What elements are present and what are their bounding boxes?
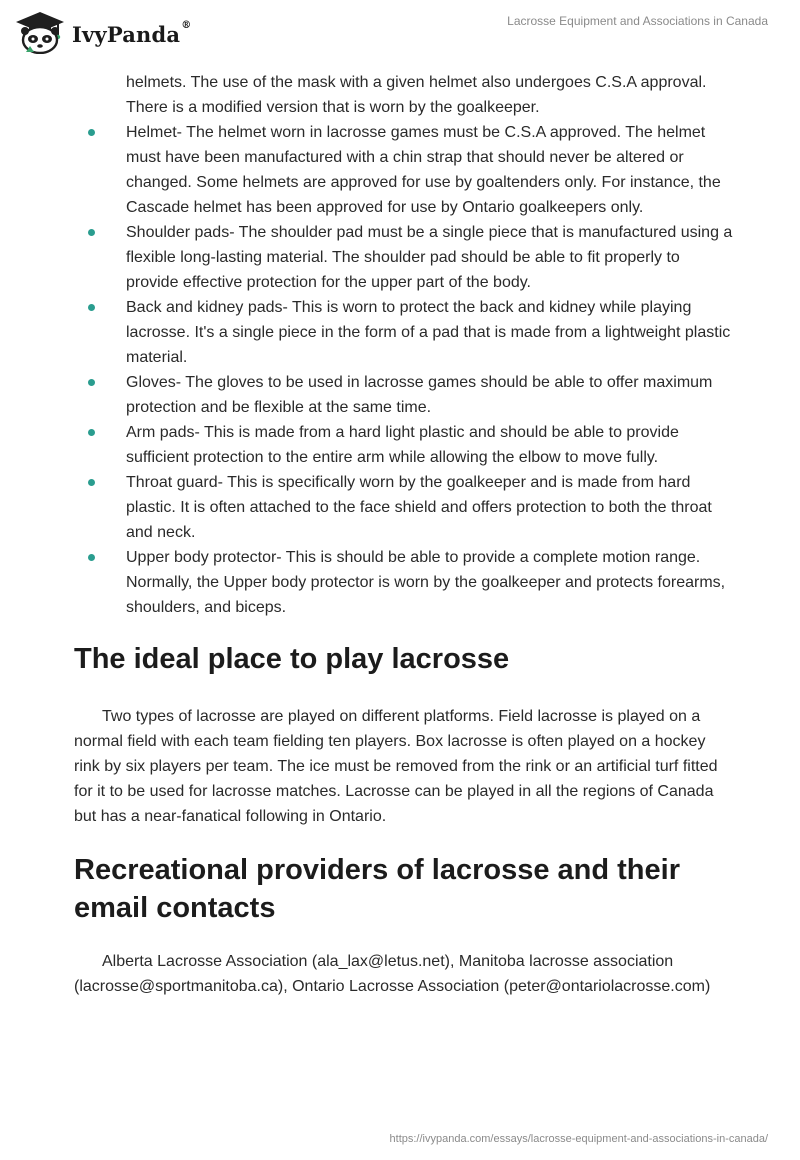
section-heading-ideal-place: The ideal place to play lacrosse <box>74 643 510 675</box>
list-item-text: Helmet- The helmet worn in lacrosse games must be C.S.A approved. The helmet must have been manufactured with a chin strap that should never be altered or changed. Some helmets are approved for use by goaltenders only. For instance, the Cascade helmet has been approved for use by Ontario goalkeepers only. <box>126 124 721 216</box>
list-item-text: Back and kidney pads- This is worn to protect the back and kidney while playing lacrosse. It's a single piece in the form of a pad that is made from a lightweight plastic material. <box>126 299 731 366</box>
list-item <box>74 120 734 220</box>
bullet-dot <box>88 429 95 436</box>
bullet-dot <box>88 129 95 136</box>
section-paragraph-ideal-place: Two types of lacrosse are played on different platforms. Field lacrosse is played on a normal field with each team fielding ten players. Box lacrosse is often played on a hockey rink by six players per team. The ice must be removed from the rink or an artificial turf fitted for it to be used for lacrosse matches. Lacrosse can be played in all the regions of Canada but has a near-fanatical following in Ontario. <box>74 708 718 825</box>
bullet-dot <box>88 304 95 311</box>
bullet-dot <box>88 479 95 486</box>
continuation-text: helmets. The use of the mask with a given helmet also undergoes C.S.A approval. There is a modified version that is worn by the goalkeeper. <box>126 74 707 116</box>
document-title: Lacrosse Equipment and Associations in Canada <box>507 14 768 28</box>
panda-graduate-icon <box>14 10 66 59</box>
source-url[interactable]: https://ivypanda.com/essays/lacrosse-equipment-and-associations-in-canada/ <box>389 1133 768 1145</box>
list-item <box>74 420 734 470</box>
list-item <box>74 545 734 620</box>
list-item <box>74 295 734 370</box>
section-heading-recreational-providers: Recreational providers of lacrosse and their email contacts <box>74 854 680 924</box>
list-item-text: Arm pads- This is made from a hard light plastic and should be able to provide sufficient protection to the entire arm while allowing the elbow to move fully. <box>126 424 679 466</box>
list-item-text: Throat guard- This is specifically worn by the goalkeeper and is made from hard plastic. It is often attached to the face shield and offers protection to both the throat and neck. <box>126 474 712 541</box>
equipment-list <box>74 120 734 620</box>
page-header <box>0 0 800 66</box>
list-item-text: Gloves- The gloves to be used in lacrosse games should be able to offer maximum protection and be flexible at the same time. <box>126 374 713 416</box>
list-item <box>74 370 734 420</box>
bullet-dot <box>88 229 95 236</box>
list-item <box>74 220 734 295</box>
bullet-dot <box>88 379 95 386</box>
list-item-text: Shoulder pads- The shoulder pad must be a single piece that is manufactured using a flexible long-lasting material. The shoulder pad should be able to fit properly to provide effective protection for the upper part of the body. <box>126 224 733 291</box>
list-item-text: Upper body protector- This is should be able to provide a complete motion range. Normally, the Upper body protector is worn by the goalkeeper and protects forearms, shoulders, and biceps. <box>126 549 726 616</box>
bullet-dot <box>88 554 95 561</box>
ivypanda-logo[interactable] <box>14 10 191 59</box>
list-item <box>74 470 734 545</box>
article-body <box>74 70 734 999</box>
registered-mark: ® <box>181 20 192 31</box>
brand-name: IvyPanda® <box>72 20 192 47</box>
section-paragraph-recreational-providers: Alberta Lacrosse Association (ala_lax@letus.net), Manitoba lacrosse association (lacrosse@sportmanitoba.ca), Ontario Lacrosse Association (peter@ontariolacrosse.com) <box>74 953 711 995</box>
